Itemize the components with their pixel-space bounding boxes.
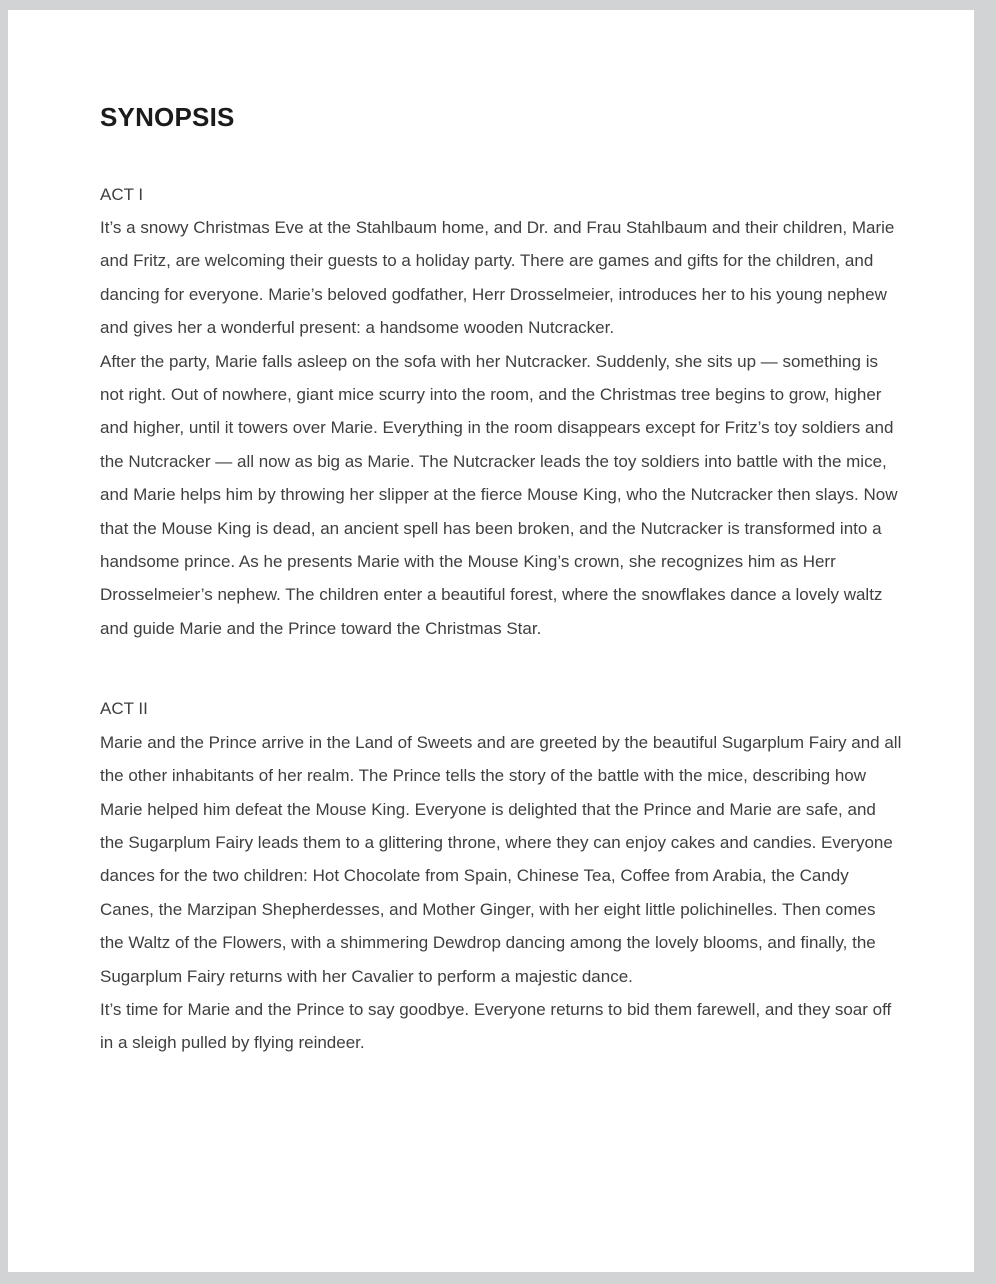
section-heading-act-2: ACT II bbox=[100, 699, 148, 719]
section-act-2 bbox=[100, 692, 902, 1059]
section-heading-act-1: ACT I bbox=[100, 184, 144, 204]
paragraph: Marie and the Prince arrive in the Land of Sweets and are greeted by the beautiful Sugarplum Fairy and all the other inhabitants of her realm. The Prince tells the story of the battle with the mice, describing how Marie helped him defeat the Mouse King. Everyone is delighted that the Prince and Marie are safe, and the Sugarplum Fairy leads them to a glittering throne, where they can enjoy cakes and candies. Everyone dances for the two children: Hot Chocolate from Spain, Chinese Tea, Coffee from Arabia, the Candy Canes, the Marzipan Shepherdesses, and Mother Ginger, with her eight little polichinelles. Then comes the Waltz of the Flowers, with a shimmering Dewdrop dancing among the lovely blooms, and finally, the Sugarplum Fairy returns with her Cavalier to perform a majestic dance. bbox=[100, 732, 902, 986]
document-page bbox=[8, 10, 974, 1272]
paragraph: It’s time for Marie and the Prince to say goodbye. Everyone returns to bid them farewell, and they soar off in a sleigh pulled by flying reindeer. bbox=[100, 999, 892, 1053]
paragraph: It’s a snowy Christmas Eve at the Stahlbaum home, and Dr. and Frau Stahlbaum and their children, Marie and Fritz, are welcoming their guests to a holiday party. There are games and gifts for the children, and dancing for everyone. Marie’s beloved godfather, Herr Drosselmeier, introduces her to his young nephew and gives her a wonderful present: a handsome wooden Nutcracker. bbox=[100, 218, 895, 338]
paragraph: After the party, Marie falls asleep on the sofa with her Nutcracker. Suddenly, she sits up — something is not right. Out of nowhere, giant mice scurry into the room, and the Christmas tree begins to grow, higher and higher, until it towers over Marie. Everything in the room disappears except for Fritz’s toy soldiers and the Nutcracker — all now as big as Marie. The Nutcracker leads the toy soldiers into battle with the mice, and Marie helps him by throwing her slipper at the fierce Mouse King, who the Nutcracker then slays. Now that the Mouse King is dead, an ancient spell has been broken, and the Nutcracker is transformed into a handsome prince. As he presents Marie with the Mouse King’s crown, she recognizes him as Herr Drosselmeier’s nephew. The children enter a beautiful forest, where the snowflakes dance a lovely waltz and guide Marie and the Prince toward the Christmas Star. bbox=[100, 351, 898, 638]
document-body bbox=[100, 178, 902, 1060]
section-act-1 bbox=[100, 178, 902, 646]
document-title: SYNOPSIS bbox=[100, 102, 235, 132]
